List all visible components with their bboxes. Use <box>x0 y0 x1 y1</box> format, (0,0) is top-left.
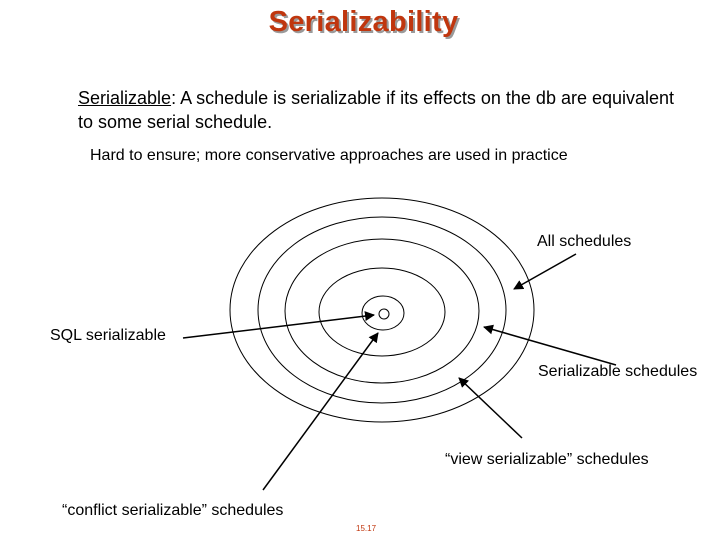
label-serializable-schedules: Serializable schedules <box>538 363 698 380</box>
slide-title: Serializability <box>268 6 459 38</box>
definition-term: Serializable <box>78 88 172 108</box>
all-schedules-ellipse <box>230 198 534 422</box>
serializable-schedules-arrow <box>484 327 616 365</box>
definition-body: : A schedule is serializable if its effects on the db are equivalent to some serial schedule. <box>78 88 675 132</box>
conflict-serializable-ellipse <box>319 268 445 356</box>
sql-serializable-outer-circle <box>362 296 404 330</box>
serializable-ellipse <box>258 217 506 403</box>
sql-serializable-dot <box>379 309 389 319</box>
view-serializable-ellipse <box>285 239 479 383</box>
label-conflict-serializable: “conflict serializable” schedules <box>62 502 284 519</box>
view-serializable-arrow <box>459 378 522 438</box>
sql-serializable-arrow <box>183 315 374 338</box>
all-schedules-arrow <box>514 254 576 289</box>
conflict-serializable-arrow <box>263 333 378 490</box>
page-number: 15.17 <box>356 524 377 533</box>
practice-note: Hard to ensure; more conservative approaches are used in practice <box>90 147 568 164</box>
label-sql-serializable: SQL serializable <box>50 327 166 344</box>
label-view-serializable: “view serializable” schedules <box>445 451 649 468</box>
label-all-schedules: All schedules <box>537 233 632 250</box>
